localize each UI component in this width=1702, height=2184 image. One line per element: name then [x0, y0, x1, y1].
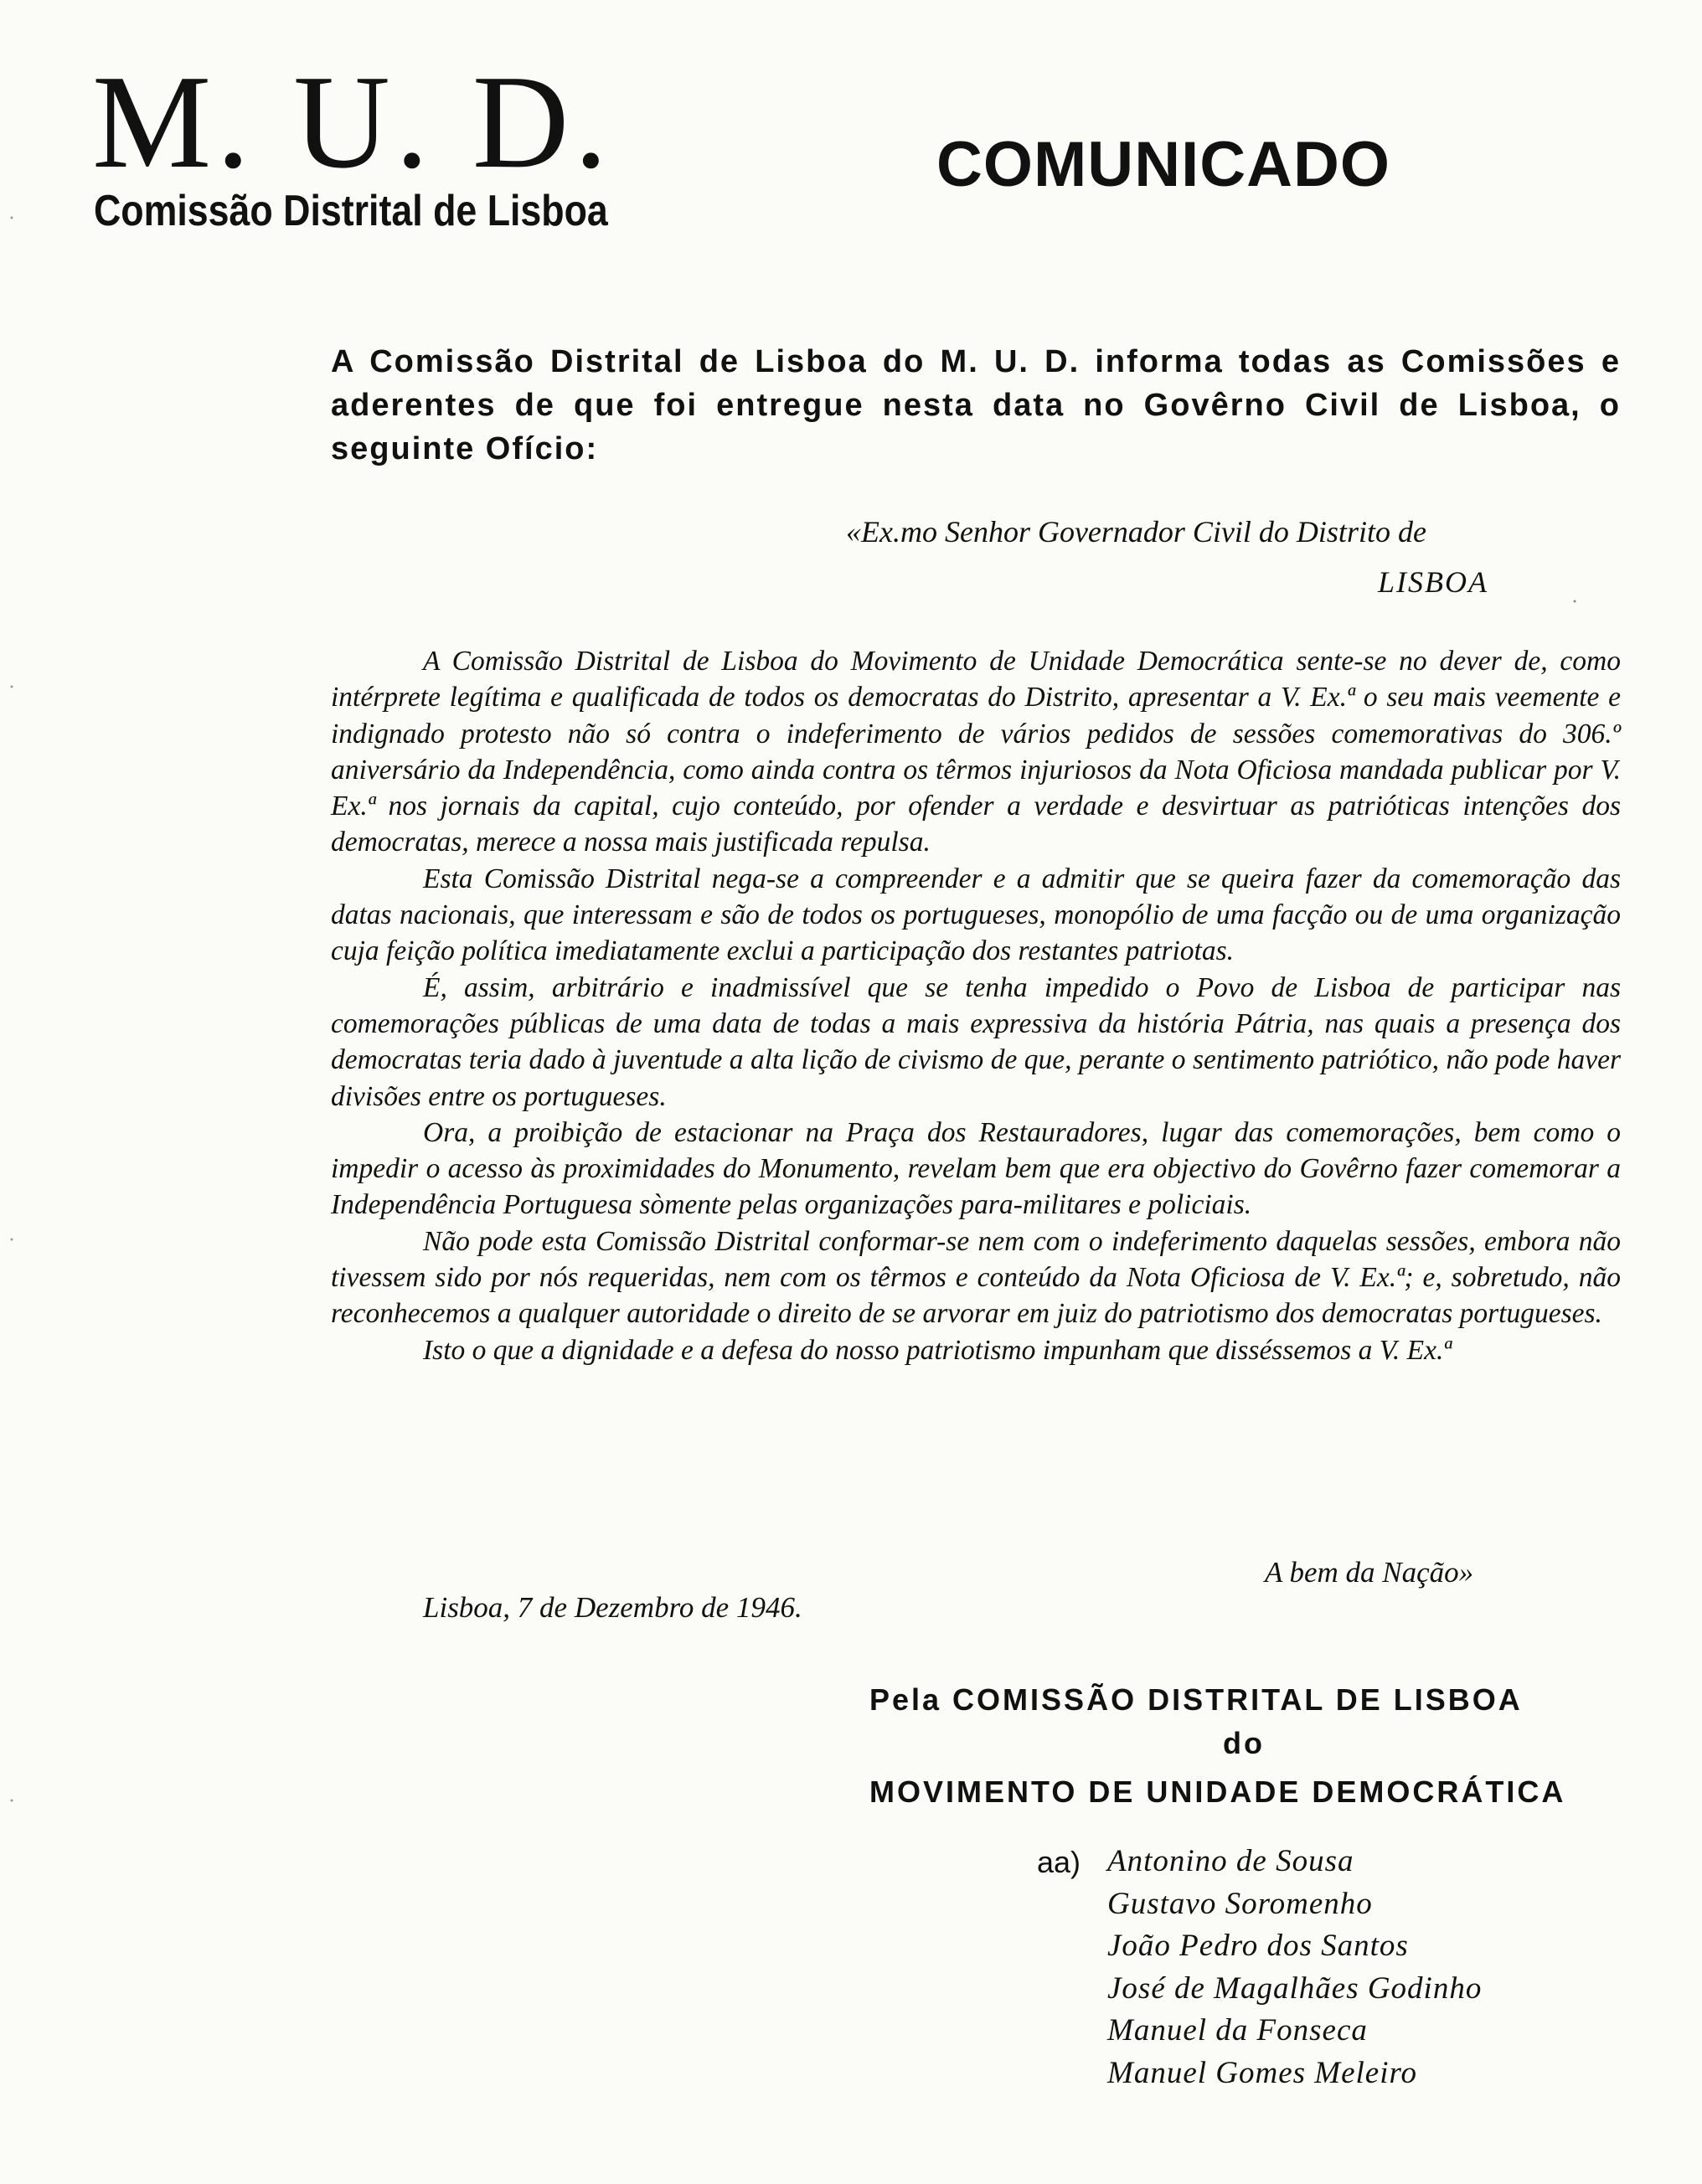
letter-paragraph: Isto o que a dignidade e a defesa do nosso patriotismo impunham que disséssemos a V. Ex.ª — [423, 1334, 1452, 1366]
document-heading: COMUNICADO — [936, 129, 1390, 200]
signature-heading-line3: MOVIMENTO DE UNIDADE DEMOCRÁTICA — [869, 1774, 1566, 1809]
signatories-label: aa) — [1037, 1845, 1081, 1879]
organization-acronym: M. U. D. — [92, 47, 613, 196]
address-city: LISBOA — [1378, 565, 1488, 599]
signature-heading-line1: Pela COMISSÃO DISTRITAL DE LISBOA — [869, 1682, 1523, 1717]
letter-date: Lisboa, 7 de Dezembro de 1946. — [423, 1591, 802, 1624]
letter-paragraph: É, assim, arbitrário e inadmissível que se tenha impedido o Povo de Lisboa de participar nas comemorações públicas de uma data de todas a mais expressiva da história Pátria, nas quais a presença dos democratas teria dado à juventude a alta lição de civismo de que, perante o sentimento patriótico, não pode haver divisões entre os portugueses. — [331, 971, 1621, 1112]
letter-body — [331, 643, 1621, 1368]
signatory-name: José de Magalhães Godinho — [1107, 1970, 1483, 2006]
signatory-name: Manuel da Fonseca — [1107, 2013, 1368, 2048]
signatory-name: João Pedro dos Santos — [1107, 1929, 1409, 1963]
letter-paragraph: Não pode esta Comissão Distrital conformar-se nem com o indeferimento daquelas sessões, embora não tivessem sido por nós requeridas, nem com os têrmos e conteúdo da Nota Oficiosa de V. Ex.ª; e, sobretudo, não reconhecemos a qualquer autoridade o direito de se arvorar em juiz do patriotismo dos democratas portugueses. — [331, 1225, 1621, 1330]
organization-subtitle: Comissão Distrital de Lisboa — [94, 187, 608, 235]
signature-heading-line2: do — [1223, 1726, 1265, 1760]
signatory-name: Manuel Gomes Meleiro — [1107, 2055, 1418, 2090]
intro-paragraph: A Comissão Distrital de Lisboa do M. U. D. informa todas as Comissões e aderentes de que foi entregue nesta data no Govêrno Civil de Lisboa, o seguinte Ofício: — [331, 344, 1621, 466]
letter-paragraph: Esta Comissão Distrital nega-se a compreender e a admitir que se queira fazer da comemoração das datas nacionais, que interessam e são de todos os portugueses, monopólio de uma facção ou de uma organização cuja feição política imediatamente exclui a participação dos restantes patriotas. — [331, 863, 1621, 967]
signatory-name: Antonino de Sousa — [1107, 1844, 1354, 1878]
signatories-list — [1107, 1841, 1482, 2094]
letter-paragraph: A Comissão Distrital de Lisboa do Movimento de Unidade Democrática sente-se no dever de, como intérprete legítima e qualificada de todos os democratas do Distrito, apresentar a V. Ex.ª o seu mais veemente e indignado protesto não só contra o indeferimento de vários pedidos de sessões comemorativas do 306.º aniversário da Independência, como ainda contra os têrmos injuriosos da Nota Oficiosa mandada publicar por V. Ex.ª nos jornais da capital, cujo conteúdo, por ofender a verdade e desvirtuar as patrióticas intenções dos democratas, merece a nossa mais justificada repulsa. — [331, 646, 1621, 858]
address-line: «Ex.mo Senhor Governador Civil do Distrito de — [846, 515, 1426, 549]
letter-closing: A bem da Nação» — [1265, 1556, 1474, 1589]
letter-paragraph: Ora, a proibição de estacionar na Praça dos Restauradores, lugar das comemorações, bem como o impedir o acesso às proximidades do Monumento, revelam bem que era objectivo do Govêrno fazer comemorar a Independência Portuguesa sòmente pelas organizações para-militares e policiais. — [331, 1116, 1621, 1221]
signatory-name: Gustavo Soromenho — [1107, 1886, 1373, 1921]
